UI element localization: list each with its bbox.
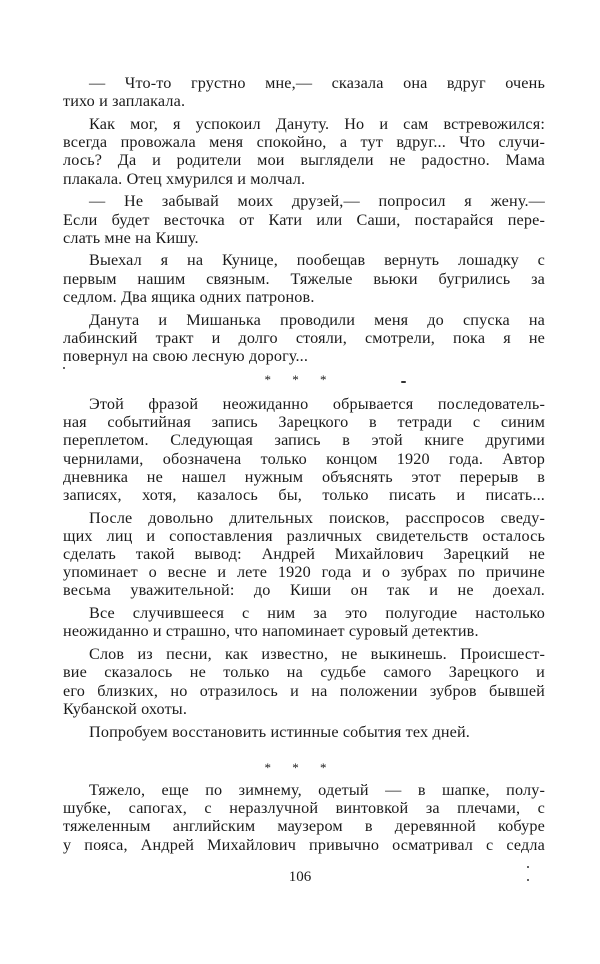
paragraph — [63, 395, 545, 504]
text-line: Все случившееся с ним за это полугодие настолько — [89, 604, 545, 623]
text-line: чернилами, обозначена только концом 1920 года. Автор — [63, 449, 545, 468]
text-line: Попробуем восстановить истинные события тех дней. — [89, 722, 470, 741]
section-1 — [63, 74, 545, 365]
text-line: сделать такой вывод: Андрей Михайлович Зарецкий не — [63, 545, 545, 564]
section-3 — [63, 781, 545, 854]
text-line: После довольно длительных поисков, расспросов сведу- — [89, 508, 545, 527]
section-2 — [63, 395, 545, 741]
text-line: слать мне на Кишу. — [63, 228, 199, 247]
text-line: щих лиц и сопоставления различных свидетельств осталось — [63, 526, 545, 545]
section-separator-2: * * * — [264, 760, 336, 775]
text-line: Тяжело, еще по зимнему, одетый — в шапке, полу- — [89, 781, 545, 799]
text-line: шубке, сапогах, с неразлучной винтовкой за плечами, с — [63, 799, 545, 818]
section-separator-1: * * * — [264, 372, 336, 387]
text-line: у пояса, Андрей Михайлович привычно осматривал с седла — [63, 835, 545, 854]
text-line: весьма уважительной: до Киши он так и не доехал. — [63, 581, 545, 600]
text-line: Данута и Мишанька проводили меня до спуска на — [89, 310, 545, 329]
text-line: упоминает о весне и лете 1920 года и о зубрах по причине — [63, 563, 545, 582]
text-line: — Не забывай моих друзей,— попросил я жену.— — [89, 192, 545, 211]
text-line: ная событийная запись Зарецкого в тетради с синим — [63, 413, 545, 432]
page-number: 106 — [288, 869, 312, 885]
paragraph — [63, 251, 545, 306]
scan-speck — [401, 381, 406, 383]
text-line: седлом. Два ящика одних патронов. — [63, 287, 315, 306]
paragraph — [63, 192, 545, 247]
text-line: дневника не нашел нужным объяснять этот перерыв в — [63, 467, 545, 486]
text-line: Если будет весточка от Кати или Саши, постарайся пере- — [63, 210, 545, 229]
text-line: Кубанской охоты. — [63, 699, 188, 718]
scan-speck — [63, 367, 65, 369]
text-line: Слов из песни, как известно, не выкинешь. Происшест- — [89, 645, 545, 664]
text-line: переплетом. Следующая запись в этой книге другими — [63, 431, 545, 450]
text-line: его близких, но отразилось и на положении зубров бывшей — [63, 681, 545, 700]
paragraph — [63, 509, 545, 600]
paragraph — [63, 645, 545, 718]
paragraph — [63, 115, 545, 188]
paragraph — [63, 723, 545, 741]
scan-speck — [527, 879, 529, 881]
text-line: первым нашим связным. Тяжелые вьюки бугрились за — [63, 269, 545, 288]
text-line: повернул на свою лесную дорогу... — [63, 347, 309, 365]
text-line: — Что-то грустно мне,— сказала она вдруг очень — [89, 74, 545, 92]
text-line: всегда провожала меня спокойно, а тут вдруг... Что случи- — [63, 133, 545, 152]
text-line: записях, хотя, казалось бы, только писать и писать... — [63, 485, 545, 504]
text-line: плакала. Отец хмурился и молчал. — [63, 169, 306, 188]
text-line: тихо и заплакала. — [63, 92, 186, 111]
text-line: лось? Да и родители мои выглядели не радостно. Мама — [63, 151, 545, 170]
text-line: лабинский тракт и долго стояли, смотрели, пока я не — [63, 328, 545, 347]
text-line: вие сказалось не только на судьбе самого Зарецкого и — [63, 663, 545, 682]
paragraph — [63, 311, 545, 366]
scan-speck — [527, 866, 529, 868]
text-line: тяжеленным английским маузером в деревянной кобуре — [63, 817, 545, 836]
text-line: Как мог, я успокоил Дануту. Но и сам встревожился: — [89, 114, 545, 133]
paragraph — [63, 781, 545, 854]
text-line: Выехал я на Кунице, пообещав вернуть лошадку с — [89, 251, 545, 270]
text-line: Этой фразой неожиданно обрывается последователь- — [89, 395, 545, 413]
paragraph — [63, 604, 545, 640]
paragraph — [63, 74, 545, 110]
text-line: неожиданно и страшно, что напоминает суровый детектив. — [63, 622, 479, 641]
